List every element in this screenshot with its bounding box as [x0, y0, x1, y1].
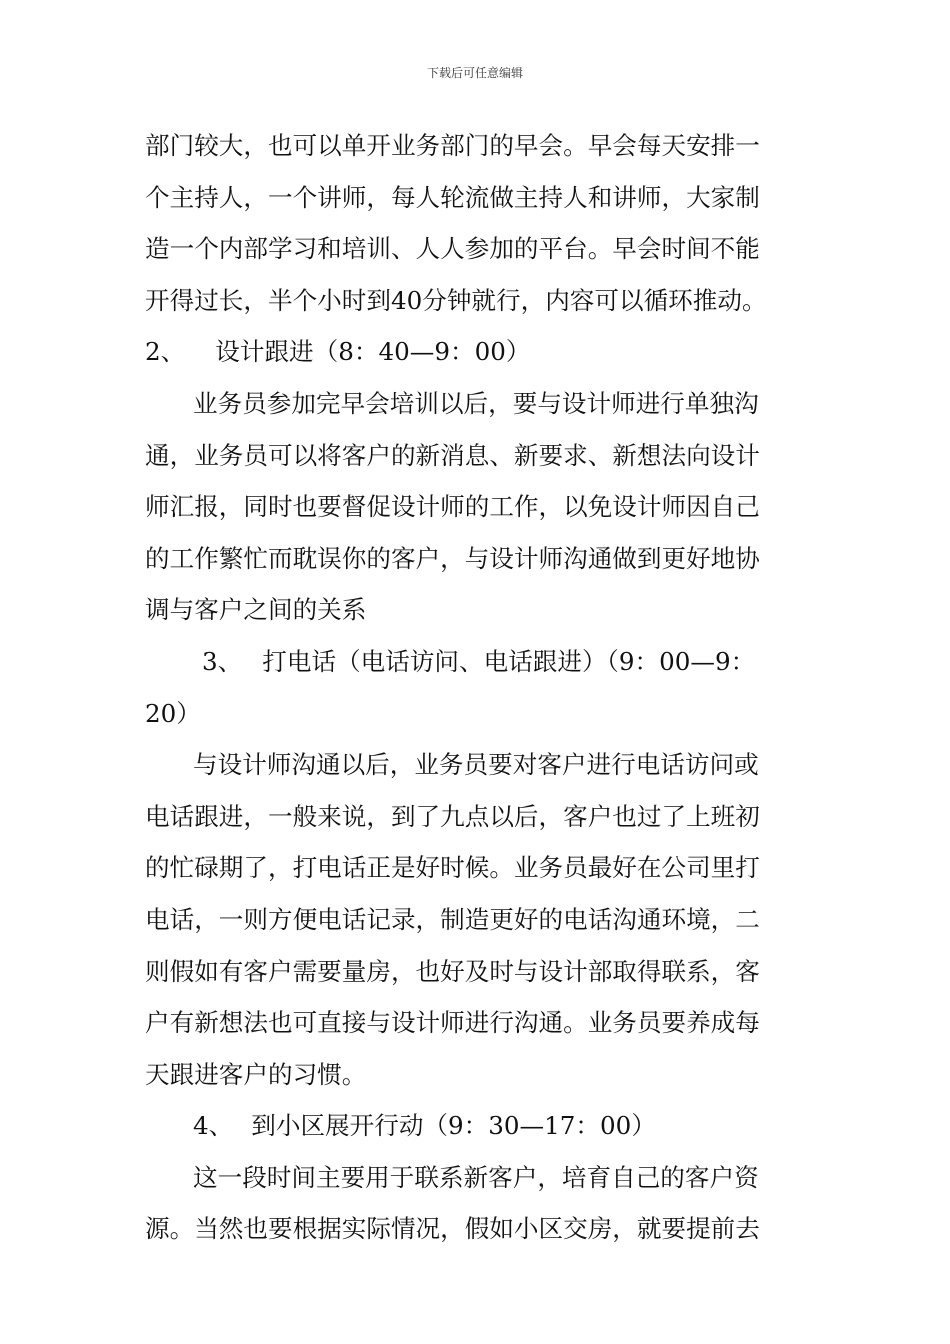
paragraph-line: 造一个内部学习和培训、人人参加的平台。早会时间不能 — [145, 234, 760, 264]
paragraph-line: 天跟进客户的习惯。 — [145, 1059, 367, 1089]
paragraph-line: 业务员参加完早会培训以后，要与设计师进行单独沟 — [193, 388, 759, 418]
document-body — [145, 126, 810, 1261]
section-heading-3 — [145, 642, 810, 694]
paragraph-line: 的工作繁忙而耽误你的客户，与设计师沟通做到更好地协 — [145, 543, 760, 573]
section-number: 4、 — [193, 1111, 234, 1141]
paragraph-line: 部门较大，也可以单开业务部门的早会。早会每天安排一 — [145, 131, 760, 160]
paragraph-line: 调与客户之间的关系 — [145, 595, 367, 625]
paragraph-line: 户有新想法也可直接与设计师进行沟通。业务员要养成每 — [145, 1008, 760, 1038]
section-title: 到小区展开行动（9：30—17：00） — [251, 1111, 656, 1141]
paragraph-line: 电话跟进，一般来说，到了九点以后，客户也过了上班初 — [145, 801, 760, 831]
section-number: 3、 — [202, 646, 243, 676]
paragraph-line: 电话，一则方便电话记录，制造更好的电话沟通环境，二 — [145, 904, 760, 934]
section-heading-4 — [145, 1106, 810, 1158]
paragraph-line: 源。当然也要根据实际情况，假如小区交房，就要提前去 — [145, 1214, 760, 1244]
section-title: 设计跟进（8：40—9：00） — [215, 337, 531, 367]
page-header-note: 下载后可任意编辑 — [426, 66, 523, 80]
paragraph-line: 的忙碌期了，打电话正是好时候。业务员最好在公司里打 — [145, 853, 760, 883]
paragraph-line: 则假如有客户需要量房，也好及时与设计部取得联系，客 — [145, 956, 760, 986]
section-title: 打电话（电话访问、电话跟进）（9：00—9： — [262, 646, 756, 676]
paragraph-line: 个主持人，一个讲师，每人轮流做主持人和讲师，大家制 — [145, 182, 760, 212]
paragraph-line: 师汇报，同时也要督促设计师的工作，以免设计师因自己 — [145, 492, 760, 522]
paragraph-line: 与设计师沟通以后，业务员要对客户进行电话访问或 — [193, 750, 759, 780]
paragraph-line: 开得过长，半个小时到40分钟就行，内容可以循环推动。 — [145, 285, 767, 315]
paragraph-line: 这一段时间主要用于联系新客户，培育自己的客户资 — [193, 1162, 759, 1192]
section-heading-2 — [145, 332, 810, 384]
section-number: 2、 — [145, 337, 186, 367]
paragraph-line: 通，业务员可以将客户的新消息、新要求、新想法向设计 — [145, 440, 760, 470]
section-heading-3-continued: 20） — [145, 698, 201, 728]
